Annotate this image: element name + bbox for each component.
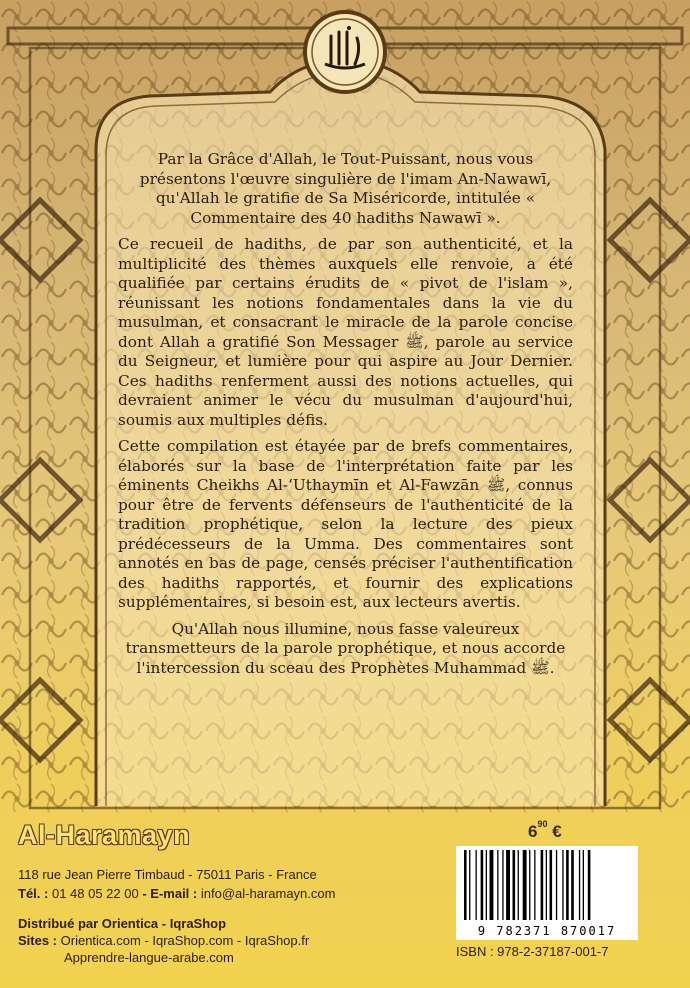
barcode-bar bbox=[513, 850, 516, 920]
barcode-bar bbox=[541, 850, 544, 920]
barcode-bar bbox=[588, 850, 591, 920]
publisher-address: 118 rue Jean Pierre Timbaud - 75011 Paris - France bbox=[18, 867, 317, 882]
barcode-bar bbox=[583, 850, 584, 920]
barcode-bar bbox=[486, 850, 487, 920]
sites-label: Sites : bbox=[18, 933, 58, 948]
publisher-contact bbox=[18, 884, 458, 903]
price-tag bbox=[528, 819, 562, 842]
barcode-bar bbox=[464, 850, 467, 920]
barcode-bar bbox=[481, 850, 484, 920]
allah-calligraphy-icon bbox=[297, 6, 393, 102]
barcode-bar bbox=[469, 850, 470, 920]
barcode-bar bbox=[566, 850, 569, 920]
barcode-bar bbox=[546, 850, 547, 920]
price-cents: 90 bbox=[537, 819, 548, 830]
barcode-bar bbox=[502, 850, 503, 920]
closing-paragraph: Qu'Allah nous illumine, nous fasse valeureux transmetteurs de la parole prophétique, et nous accorde l'intercession du sceau des Prophètes Muhammad ﷺ. bbox=[125, 619, 566, 677]
barcode-bar bbox=[550, 850, 553, 920]
barcode-bar bbox=[562, 850, 563, 920]
intro-paragraph: Par la Grâce d'Allah, le Tout-Puissant, nous vous présentons l'œuvre singulière de l'imam An-Nawawī, qu'Allah le gratifie de Sa Miséricorde, intitulée « Commentaire des 40 hadiths Nawawī ». bbox=[139, 150, 552, 227]
paragraph-1: Ce recueil de hadiths, de par son authenticité, et la multiplicité des thèmes auxquels elle renvoie, a été qualifiée par certains érudits de « pivot de l'islam », réunissant les notions fondamentales dans la vie du musulman, et consacrant le miracle de la parole concise dont Allah a gratifié Son Messager ﷺ, parole au service du Seigneur, et lumière pour qui aspire au Jour Dernier. Ces hadiths renferment aussi des notions actuelles, qui devraient animer le vécu du musulman d'aujourd'hui, soumis aux multiples défis. bbox=[118, 235, 574, 429]
sites-list: Orientica.com - IqraShop.com - IqraShop.fr bbox=[60, 933, 310, 948]
price-main: 6 bbox=[528, 822, 538, 841]
barcode-bar bbox=[476, 850, 477, 920]
paragraph-2: Cette compilation est étayée par de brefs commentaires, élaborés sur la base de l'interprétation faite par les éminents Cheikhs Al-‘Uthaymīn et Al-Fawzān ﷺ, connus pour être de fervents défenseurs de l'authenticité de la tradition prophétique, selon la lecture des pieux prédécesseurs de la Umma. Des commentaires sont annotés en bas de page, censés préciser l'authentification des hadiths rapportés, et fournir des explications supplémentaires, si besoin est, aux lecteurs avertis. bbox=[118, 437, 573, 611]
tel-label: Tél. : bbox=[18, 886, 49, 901]
publisher-logo: Al-Haramayn bbox=[18, 820, 191, 850]
barcode-bar bbox=[523, 850, 527, 920]
distribution-info bbox=[18, 915, 458, 966]
barcode-bar bbox=[579, 850, 580, 920]
back-cover-text bbox=[118, 150, 573, 685]
barcode-bar bbox=[490, 850, 494, 920]
barcode-bar bbox=[529, 850, 530, 920]
barcode-bars bbox=[456, 846, 638, 924]
tel-number: 01 48 05 22 00 bbox=[51, 886, 139, 901]
barcode-bar bbox=[534, 850, 535, 920]
sites-list-2: Apprendre-langue-arabe.com bbox=[64, 950, 234, 965]
distribution-line: Distribué par Orientica - IqraShop bbox=[18, 916, 227, 931]
barcode bbox=[456, 846, 638, 940]
price-currency: € bbox=[552, 822, 562, 841]
email-label: - E-mail : bbox=[142, 886, 198, 901]
barcode-bar bbox=[518, 850, 519, 920]
publisher-info bbox=[18, 820, 458, 966]
barcode-bar bbox=[497, 850, 498, 920]
barcode-bar bbox=[506, 850, 510, 920]
email-address: info@al-haramayn.com bbox=[200, 886, 336, 901]
barcode-digits: 9 782371 870017 bbox=[477, 924, 617, 938]
isbn-number: ISBN : 978-2-37187-001-7 bbox=[456, 944, 609, 959]
barcode-bar bbox=[571, 850, 574, 920]
barcode-bar bbox=[556, 850, 557, 920]
